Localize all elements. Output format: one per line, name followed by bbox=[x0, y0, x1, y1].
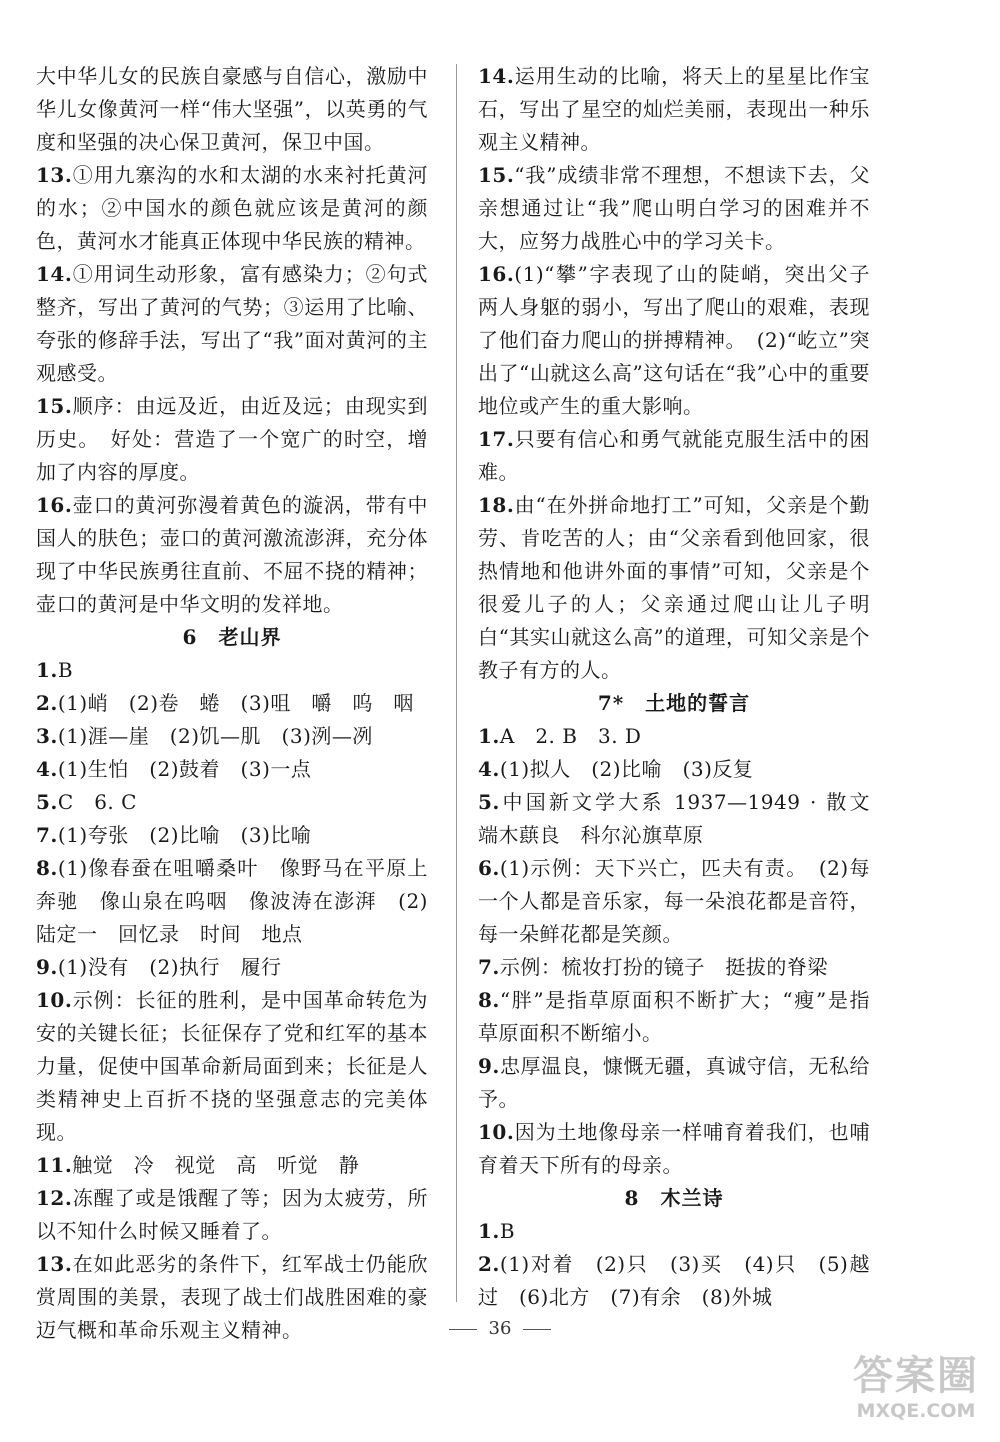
answer-number: 7. bbox=[36, 823, 58, 847]
answer-number: 3. bbox=[36, 724, 58, 748]
answer-text: ①用九寨沟的水和太湖的水来衬托黄河的水；②中国水的颜色就应该是黄河的颜色，黄河水才能真正体现中华民族的精神。 bbox=[36, 163, 428, 253]
answer-number: 15. bbox=[478, 163, 515, 187]
section-title: 7* 土地的誓言 bbox=[597, 691, 751, 715]
answer-number: 17. bbox=[478, 427, 515, 451]
answer-item bbox=[36, 852, 428, 951]
answer-item bbox=[478, 753, 870, 786]
answer-text: “我”成绩非常不理想，不想读下去，父亲想通过让“我”爬山明白学习的困难并不大，应努力战胜心中的学习关卡。 bbox=[478, 163, 870, 253]
answer-text: 忠厚温良，慷慨无疆，真诚守信，无私给予。 bbox=[478, 1054, 870, 1111]
answer-number: 8. bbox=[478, 988, 500, 1012]
answer-item bbox=[478, 1116, 870, 1182]
answer-text: 示例：梳妆打扮的镜子 挺拔的脊梁 bbox=[499, 955, 828, 979]
answer-number: 8. bbox=[36, 856, 58, 880]
answer-text: (1)拟人 (2)比喻 (3)反复 bbox=[499, 757, 754, 781]
answer-item bbox=[478, 1215, 870, 1248]
answer-item bbox=[478, 1050, 870, 1116]
answer-item bbox=[478, 258, 870, 423]
answer-number: 1. bbox=[478, 1219, 500, 1243]
answer-number: 2. bbox=[36, 691, 58, 715]
answer-text: 顺序：由远及近，由近及远；由现实到历史。 好处：营造了一个宽广的时空，增加了内容的厚度。 bbox=[36, 394, 428, 484]
footer-dash-left bbox=[449, 1329, 477, 1330]
answer-item bbox=[36, 720, 428, 753]
answer-text: 示例：长征的胜利，是中国革命转危为安的关键长征；长征保存了党和红军的基本力量，促使中国革命新局面到来；长征是人类精神史上百折不挠的坚强意志的完美体现。 bbox=[36, 988, 428, 1144]
answer-item bbox=[36, 654, 428, 687]
answer-item bbox=[478, 786, 891, 852]
answer-number: 7. bbox=[478, 955, 500, 979]
answer-text: (1)“攀”字表现了山的陡峭，突出父子两人身躯的弱小，写出了爬山的艰难，表现了他们奋力爬山的拼搏精神。 (2)“屹立”突出了“山就这么高”这句话在“我”心中的重要地位或产生的重大影响。 bbox=[478, 262, 870, 418]
answer-text: A 2. B 3. D bbox=[499, 724, 642, 748]
answer-text: (1)对着 (2)只 (3)买 (4)只 (5)越过 (6)北方 (7)有余 (8)外城 bbox=[478, 1252, 870, 1309]
answer-item bbox=[478, 60, 870, 159]
answer-item bbox=[478, 423, 870, 489]
answer-number: 11. bbox=[36, 1153, 73, 1177]
answer-number: 5. bbox=[478, 790, 500, 814]
answer-number: 5. bbox=[36, 790, 58, 814]
answer-number: 1. bbox=[478, 724, 500, 748]
answer-text: 由“在外拼命地打工”可知，父亲是个勤劳、肯吃苦的人；由“父亲看到他回家，很热情地和他讲外面的事情”可知，父亲是个很爱儿子的人；父亲通过爬山让儿子明白“其实山就这么高”的道理，可知父亲是个教子有方的人。 bbox=[478, 493, 870, 682]
left-column bbox=[36, 60, 428, 1347]
answer-text: 壶口的黄河弥漫着黄色的漩涡，带有中国人的肤色；壶口的黄河激流澎湃，充分体现了中华民族勇往直前、不屈不挠的精神；壶口的黄河是中华文明的发祥地。 bbox=[36, 493, 428, 616]
answer-text: 中国新文学大系 1937—1949 · 散文 端木蕻良 科尔沁旗草原 bbox=[478, 790, 891, 847]
answer-text: 因为土地像母亲一样哺育着我们，也哺育着天下所有的母亲。 bbox=[478, 1120, 870, 1177]
answer-number: 14. bbox=[478, 64, 515, 88]
answer-item bbox=[36, 819, 428, 852]
answer-text: 触觉 冷 视觉 高 听觉 静 bbox=[72, 1153, 360, 1177]
answer-number: 16. bbox=[478, 262, 515, 286]
answer-text: (1)没有 (2)执行 履行 bbox=[57, 955, 282, 979]
answer-text: (1)夸张 (2)比喻 (3)比喻 bbox=[57, 823, 312, 847]
answer-text: B bbox=[499, 1219, 516, 1243]
watermark-logo bbox=[846, 1352, 986, 1436]
answer-item bbox=[36, 951, 428, 984]
answer-item bbox=[36, 1182, 428, 1248]
answer-text: (1)峭 (2)卷 蜷 (3)咀 嚼 呜 咽 bbox=[57, 691, 414, 715]
answer-number: 9. bbox=[478, 1054, 500, 1078]
answer-item bbox=[36, 159, 428, 258]
answer-text: 只要有信心和勇气就能克服生活中的困难。 bbox=[478, 427, 870, 484]
right-column bbox=[478, 60, 891, 1314]
answer-item bbox=[36, 984, 428, 1149]
answer-number: 18. bbox=[478, 493, 515, 517]
watermark-text-cn: 答案圈 bbox=[853, 1353, 979, 1399]
answer-number: 6. bbox=[478, 856, 500, 880]
answer-number: 10. bbox=[478, 1120, 515, 1144]
answer-item bbox=[478, 489, 870, 687]
answer-number: 14. bbox=[36, 262, 73, 286]
answer-text: B bbox=[57, 658, 74, 682]
page-footer bbox=[0, 1318, 1000, 1339]
section-title: 6 老山界 bbox=[182, 625, 282, 649]
answer-text: (1)涯—崖 (2)饥—肌 (3)洌—冽 bbox=[57, 724, 373, 748]
answer-item bbox=[36, 489, 428, 621]
answer-text: (1)像春蚕在咀嚼桑叶 像野马在平原上奔驰 像山泉在呜咽 像波涛在澎湃 (2)陆定一 回忆录 时间 地点 bbox=[36, 856, 428, 946]
answer-item bbox=[36, 753, 428, 786]
answer-text: C 6. C bbox=[57, 790, 137, 814]
answer-number: 12. bbox=[36, 1186, 73, 1210]
answer-item bbox=[36, 390, 428, 489]
footer-dash-right bbox=[523, 1329, 551, 1330]
answer-text: 在如此恶劣的条件下，红军战士仍能欣赏周围的美景，表现了战士们战胜困难的豪迈气概和革命乐观主义精神。 bbox=[36, 1252, 428, 1342]
answer-item bbox=[478, 984, 870, 1050]
answer-item bbox=[478, 852, 870, 951]
watermark-text-en: MXQE.COM bbox=[856, 1400, 976, 1422]
answer-item bbox=[478, 159, 870, 258]
answer-item bbox=[36, 786, 428, 819]
answer-item bbox=[478, 1248, 870, 1314]
answer-number: 4. bbox=[36, 757, 58, 781]
answer-text: 大中华儿女的民族自豪感与自信心，激励中华儿女像黄河一样“伟大坚强”，以英勇的气度和坚强的决心保卫黄河，保卫中国。 bbox=[36, 64, 428, 154]
page-number: 36 bbox=[488, 1318, 512, 1339]
answer-item bbox=[36, 258, 428, 390]
answer-item bbox=[36, 1149, 428, 1182]
answer-text: (1)示例：天下兴亡，匹夫有责。 (2)每一个人都是音乐家，每一朵浪花都是音符，每一朵鲜花都是笑颜。 bbox=[478, 856, 870, 946]
answer-text: “胖”是指草原面积不断扩大；“瘦”是指草原面积不断缩小。 bbox=[478, 988, 870, 1045]
column-divider bbox=[456, 64, 457, 1302]
answer-number: 1. bbox=[36, 658, 58, 682]
answer-number: 9. bbox=[36, 955, 58, 979]
answer-number: 13. bbox=[36, 1252, 73, 1276]
answer-number: 4. bbox=[478, 757, 500, 781]
answer-item bbox=[478, 720, 870, 753]
answer-item bbox=[36, 60, 428, 159]
answer-number: 15. bbox=[36, 394, 73, 418]
answer-item bbox=[478, 951, 870, 984]
answer-item bbox=[36, 687, 428, 720]
answer-number: 2. bbox=[478, 1252, 500, 1276]
answer-number: 10. bbox=[36, 988, 73, 1012]
answer-text: 冻醒了或是饿醒了等；因为太疲劳，所以不知什么时候又睡着了。 bbox=[36, 1186, 428, 1243]
answer-number: 16. bbox=[36, 493, 73, 517]
answer-text: (1)生怕 (2)鼓着 (3)一点 bbox=[57, 757, 312, 781]
section-title: 8 木兰诗 bbox=[624, 1186, 724, 1210]
answer-number: 13. bbox=[36, 163, 73, 187]
answer-text: ①用词生动形象，富有感染力；②句式整齐，写出了黄河的气势；③运用了比喻、夸张的修辞手法，写出了“我”面对黄河的主观感受。 bbox=[36, 262, 428, 385]
answer-text: 运用生动的比喻，将天上的星星比作宝石，写出了星空的灿烂美丽，表现出一种乐观主义精神。 bbox=[478, 64, 870, 154]
